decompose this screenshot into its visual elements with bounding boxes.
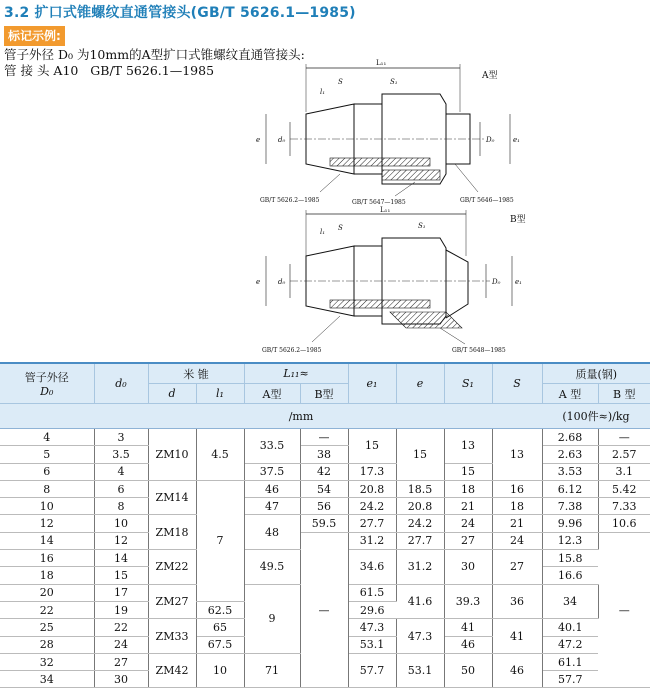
unit-kg: (100件≈)/kg [542, 404, 650, 429]
S1-label-a: S₁ [390, 78, 398, 86]
cell-S: 13 [492, 429, 542, 481]
cell-D0: 10 [0, 498, 94, 515]
std-a-left: GB/T 5626.2—1985 [260, 197, 320, 204]
cell-S: 18 [492, 498, 542, 515]
cell-D0: 8 [0, 480, 94, 497]
page-title: 3.2 扩口式锥螺纹直通管接头(GB/T 5626.1—1985) [4, 5, 356, 21]
cell-D0: 16 [0, 550, 94, 567]
cell-LB: — [300, 532, 348, 688]
cell-S1: 21 [444, 498, 492, 515]
D0-label-b: D₀ [492, 278, 501, 286]
cell-d: ZM18 [148, 515, 196, 550]
cell-S1: 27 [444, 532, 492, 549]
header-mass: 质量(钢) [542, 363, 650, 384]
cell-D0: 12 [0, 515, 94, 532]
cell-D0: 20 [0, 584, 94, 601]
cell-LB: 54 [300, 480, 348, 497]
cell-massB: — [598, 429, 650, 446]
cell-S: 46 [492, 653, 542, 688]
cell-d: ZM42 [148, 653, 196, 688]
cell-d0: 4 [94, 463, 148, 480]
type-b-label: B型 [510, 215, 526, 225]
cell-massA: 57.7 [542, 671, 598, 688]
cell-e1: 47.3 [348, 619, 396, 636]
header-L11: L₁₁≈ [244, 363, 348, 384]
cell-l1: 7 [196, 480, 244, 601]
header-e: e [396, 363, 444, 404]
cell-LB: — [300, 429, 348, 446]
cell-e1: 17.3 [348, 463, 396, 480]
cell-D0: 5 [0, 446, 94, 463]
cell-LB: 59.5 [300, 515, 348, 532]
cell-S1: 30 [444, 550, 492, 585]
header-d0: d₀ [94, 363, 148, 404]
cell-LA: 37.5 [244, 463, 300, 480]
cell-d0: 19 [94, 601, 148, 618]
cell-massA: 6.12 [542, 480, 598, 497]
cell-e1: 57.7 [348, 653, 396, 688]
cell-S: 16 [492, 480, 542, 497]
header-typeB: B型 [300, 384, 348, 404]
cell-S1: 15 [444, 463, 492, 480]
S-label-a: S [338, 78, 343, 86]
e1-label-a: e₁ [513, 136, 520, 144]
cell-D0: 18 [0, 567, 94, 584]
marking-example-badge: 标记示例: [4, 26, 65, 46]
cell-D0: 25 [0, 619, 94, 636]
header-l1: l₁ [196, 384, 244, 404]
cell-d: ZM22 [148, 550, 196, 585]
header-S1: S₁ [444, 363, 492, 404]
cell-massA: 15.8 [542, 550, 598, 567]
std-a-right: GB/T 5646—1985 [460, 197, 514, 204]
cell-LB: 38 [300, 446, 348, 463]
cell-d: ZM14 [148, 480, 196, 515]
S1-label-b: S₁ [418, 222, 426, 230]
d0-label-b: d₀ [278, 278, 286, 286]
cell-D0: 14 [0, 532, 94, 549]
cell-e: 53.1 [396, 653, 444, 688]
cell-d0: 15 [94, 567, 148, 584]
cell-massA: 2.63 [542, 446, 598, 463]
header-typeA: A型 [244, 384, 300, 404]
cell-S1: 50 [444, 653, 492, 688]
header-d: d [148, 384, 196, 404]
cell-l1: 10 [196, 653, 244, 688]
cell-d: ZM27 [148, 584, 196, 619]
S-label-b: S [338, 224, 343, 232]
cell-d: ZM10 [148, 429, 196, 481]
cell-d0: 30 [94, 671, 148, 688]
cell-e: 47.3 [396, 619, 444, 654]
cell-e1: 24.2 [348, 498, 396, 515]
cell-S: 24 [492, 532, 542, 549]
cell-D0: 28 [0, 636, 94, 653]
cell-LA: 62.5 [196, 601, 244, 618]
cell-massA: 40.1 [542, 619, 598, 636]
cell-e1: 15 [348, 429, 396, 464]
type-b-view [256, 206, 526, 354]
cell-massA: 29.6 [348, 601, 396, 618]
spec-table [0, 362, 650, 688]
l1-label-b: l₁ [320, 228, 326, 236]
cell-massB: 3.1 [598, 463, 650, 480]
cell-e1: 34.6 [348, 550, 396, 585]
cell-LA: 71 [244, 653, 300, 688]
cell-massB: — [598, 532, 650, 688]
cell-d0: 3.5 [94, 446, 148, 463]
cell-massB: 2.57 [598, 446, 650, 463]
cell-massB: 7.33 [598, 498, 650, 515]
cell-S1: 41 [444, 619, 492, 636]
d0-label-a: d₀ [278, 136, 286, 144]
cell-d0: 24 [94, 636, 148, 653]
cell-d0: 8 [94, 498, 148, 515]
L11-label-b: L₁₁ [380, 206, 391, 214]
cell-D0: 6 [0, 463, 94, 480]
cell-e1: 31.2 [348, 532, 396, 549]
cell-S1: 36 [492, 584, 542, 619]
D0-label-a: D₀ [486, 136, 495, 144]
e1-label-b: e₁ [515, 278, 522, 286]
cell-D0: 4 [0, 429, 94, 446]
cell-d0: 12 [94, 532, 148, 549]
e-label-b: e [256, 278, 261, 286]
fitting-drawing [230, 52, 530, 360]
cell-d0: 17 [94, 584, 148, 601]
cell-massA: 3.53 [542, 463, 598, 480]
cell-S1: 18 [444, 480, 492, 497]
l1-label-a: l₁ [320, 88, 326, 96]
cell-S1: 46 [444, 636, 492, 653]
header-S: S [492, 363, 542, 404]
cell-massA: 9.96 [542, 515, 598, 532]
cell-d0: 6 [94, 480, 148, 497]
e-label-a: e [256, 136, 261, 144]
cell-e: 18.5 [396, 480, 444, 497]
cell-e: 27.7 [396, 532, 444, 549]
std-b-left: GB/T 5626.2—1985 [262, 347, 322, 354]
cell-LA: 47 [244, 498, 300, 515]
type-a-label: A型 [482, 71, 498, 81]
cell-LB: 56 [300, 498, 348, 515]
cell-massA: 16.6 [542, 567, 598, 584]
example-text-line-2: 管 接 头 A10 GB/T 5626.1—1985 [4, 63, 215, 78]
cell-D0: 34 [0, 671, 94, 688]
example-text-line-1: 管子外径 D₀ 为10mm的A型扩口式锥螺纹直通管接头: [4, 47, 305, 62]
cell-LA: 67.5 [196, 636, 244, 653]
type-a-view [256, 59, 520, 206]
cell-LA: 33.5 [244, 429, 300, 464]
header-outer-dia: 管子外径 D₀ [0, 363, 94, 404]
std-b-right: GB/T 5648—1985 [452, 347, 506, 354]
cell-e: 39.3 [444, 584, 492, 619]
header-massA: A 型 [542, 384, 598, 404]
cell-D0: 32 [0, 653, 94, 670]
cell-LB: 42 [300, 463, 348, 480]
cell-massA: 12.3 [542, 532, 598, 549]
header-metric-cone: 米 锥 [148, 363, 244, 384]
cell-S: 34 [542, 584, 598, 619]
cell-e1: 20.8 [348, 480, 396, 497]
cell-massA: 61.1 [542, 653, 598, 670]
cell-d0: 27 [94, 653, 148, 670]
cell-massA: 47.2 [542, 636, 598, 653]
cell-d0: 10 [94, 515, 148, 532]
cell-massB: 10.6 [598, 515, 650, 532]
cell-massA: 7.38 [542, 498, 598, 515]
cell-e: 15 [396, 429, 444, 481]
cell-S1: 24 [444, 515, 492, 532]
header-massB: B 型 [598, 384, 650, 404]
unit-mm: /mm [0, 404, 542, 429]
cell-S: 21 [492, 515, 542, 532]
cell-l1: 4.5 [196, 429, 244, 481]
cell-LA: 46 [244, 480, 300, 497]
cell-e1: 41.6 [396, 584, 444, 619]
cell-LA: 61.5 [348, 584, 396, 601]
cell-S: 27 [492, 550, 542, 585]
cell-S: 41 [492, 619, 542, 654]
cell-e: 31.2 [396, 550, 444, 585]
header-e1: e₁ [348, 363, 396, 404]
cell-massA: 2.68 [542, 429, 598, 446]
cell-d0: 22 [94, 619, 148, 636]
cell-LA: 65 [196, 619, 244, 636]
cell-e: 20.8 [396, 498, 444, 515]
cell-d0: 3 [94, 429, 148, 446]
cell-l1: 9 [244, 584, 300, 653]
cell-d: ZM33 [148, 619, 196, 654]
cell-e1: 53.1 [348, 636, 396, 653]
cell-massB: 5.42 [598, 480, 650, 497]
L11-label-a: L₁₁ [376, 59, 387, 67]
cell-d0: 14 [94, 550, 148, 567]
cell-D0: 22 [0, 601, 94, 618]
cell-LA: 49.5 [244, 550, 300, 585]
std-a-mid: GB/T 5647—1985 [352, 199, 406, 206]
cell-e1: 27.7 [348, 515, 396, 532]
cell-LA: 48 [244, 515, 300, 550]
cell-S1: 13 [444, 429, 492, 464]
cell-e: 24.2 [396, 515, 444, 532]
